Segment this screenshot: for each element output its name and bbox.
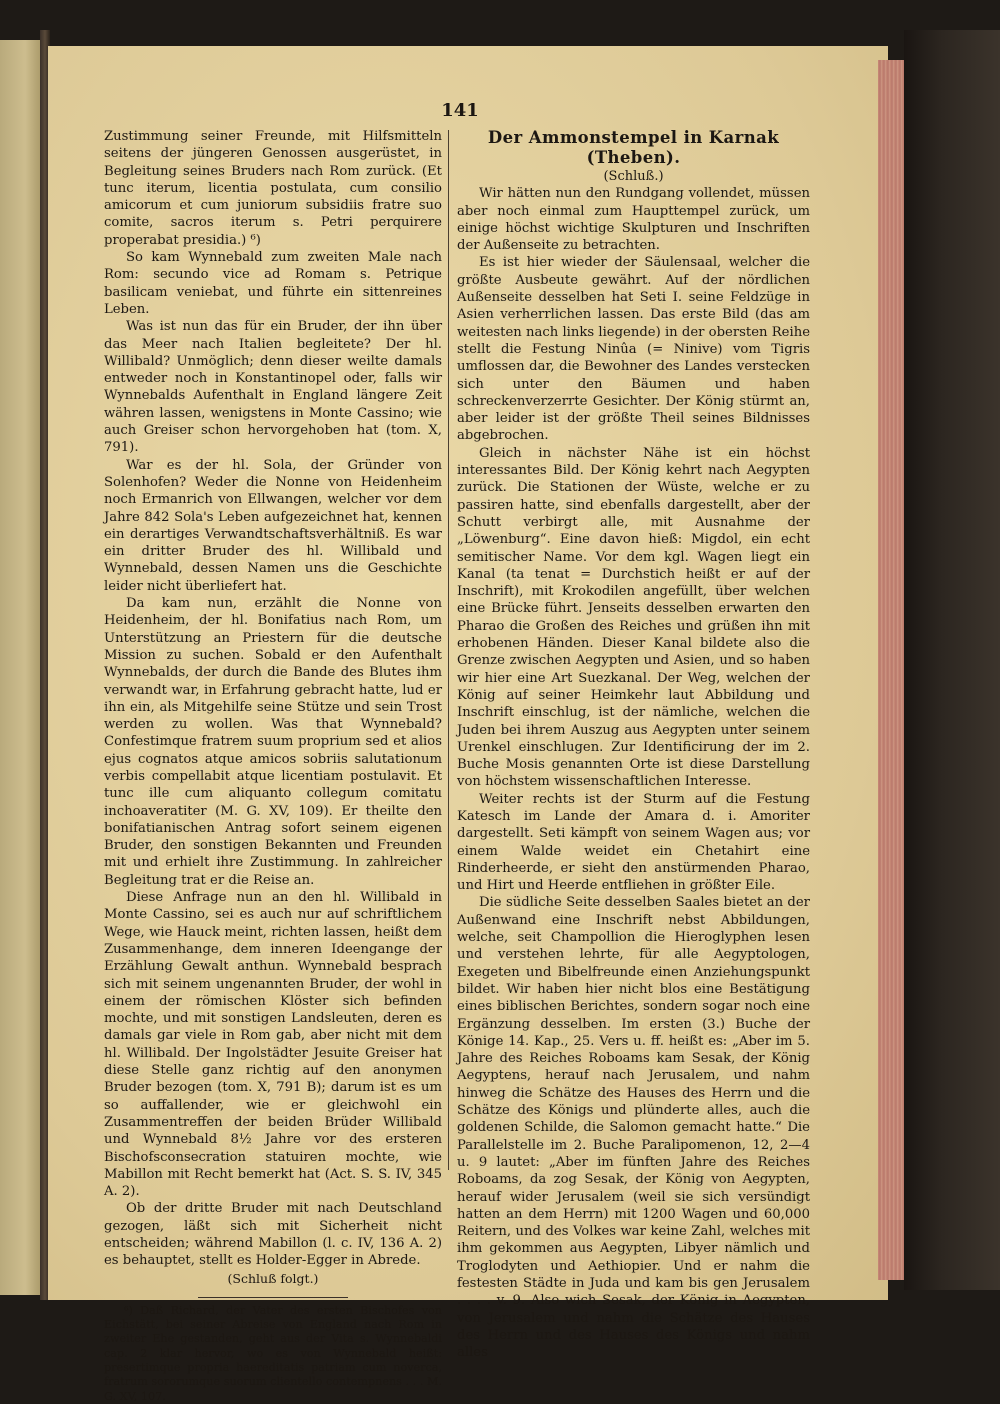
left-paragraph-7: Ob der dritte Bruder mit nach Deutschland gezogen, läßt sich mit Sicherheit nicht entscheiden; während Mabillon (l. c. IV, 136 A. 2) es behauptet, stellt es Holder-Egger in Abrede. [104,1201,442,1269]
left-paragraph-1: Zustimmung seiner Freunde, mit Hilfsmitteln seitens der jüngeren Genossen ausgerüstet, in Begleitung seines Bruders nach Rom zurück. (Et tunc iterum, licentia postulata, cum consilio amicorum et cum juniorum subsidiis fratre suo comite, sacros iterum s. Petri perquirere properabat presidia.) ⁶) [104,129,442,248]
left-paragraph-4: War es der hl. Sola, der Gründer von Solenhofen? Weder die Nonne von Heidenheim noch Ermanrich von Ellwangen, welcher vor dem Jahre 842 Sola's Leben aufgezeichnet hat, kennen ein derartiges Verwandtschaftsverhältniß. Es war ein dritter Bruder des hl. Willibald und Wynnebald, dessen Namen uns die Geschichte leider nicht überliefert hat. [104,457,442,594]
right-column [457,128,810,1361]
left-column [104,128,442,1404]
column-divider [448,130,449,1170]
page-number: 141 [441,100,479,121]
left-paragraph-6: Diese Anfrage nun an den hl. Willibald in Monte Cassino, sei es auch nur auf schriftlichem Wege, wie Hauck meint, richten lassen, heißt dem Zusammenhange, dem inneren Ideengange der Erzählung Gewalt anthun. Wynnebald besprach sich mit seinem ungenannten Bruder, der wohl in einem der römischen Klöster sich befinden mochte, und mit sonstigen Landsleuten, deren es damals gar viele in Rom gab, aber nicht mit dem hl. Willibald. Der Ingolstädter Jesuite Greiser hat diese Stelle ganz richtig auf den anonymen Bruder bezogen (tom. X, 791 B); darum ist es um so auffallender, wie er gleichwohl ein Zusammentreffen der beiden Brüder Willibald und Wynnebald 8½ Jahre vor des ersteren Bischofsconsecration statuiren mochte, wie Mabillon mit Recht bemerkt hat (Act. S. S. IV, 345 A. 2). [104,890,442,1200]
article-title: Der Ammonstempel in Karnak (Theben). [487,128,780,167]
footnote-text: ⁶) Daß Richard, der Vater des ersten Bischofes von Eichstätt, bei seiner Abreise von England nach Rom in zweiter Ehe gestanden, geht aus der Vita s. Wynnebaldi cap. 2 klar hervor, wo es von Wynnebald heißt: presertimque propria haereditatis patriam cum noverca, fratrum sororumque suorum clientello contempnens . . . M. G. XV, 107. [104,1303,442,1403]
article-subtitle: (Schluß.) [603,169,664,184]
right-paragraph-5: Die südliche Seite desselben Saales bietet an der Außenwand eine Inschrift nebst Abbildungen, welche, seit Champollion die Hieroglyphen lesen und verstehen lehrte, für alle Aegyptologen, Exegeten und Bibelfreunde einen Anziehungspunkt bildet. Wir haben hier nicht blos eine Bestätigung eines biblischen Berichtes, sondern sogar noch eine Ergänzung desselben. Im ersten (3.) Buche der Könige 14. Kap., 25. Vers u. ff. heißt es: „Aber im 5. Jahre des Reiches Roboams kam Sesak, der König Aegyptens, herauf nach Jerusalem, und nahm hinweg die Schätze des Hauses des Herrn und die Schätze des Königs und plünderte alles, auch die goldenen Schilde, die Salomon gemacht hatte.“ Die Parallelstelle im 2. Buche Paralipomenon, 12, 2—4 u. 9 lautet: „Aber im fünften Jahre des Reiches Roboams, da zog Sesak, der König von Aegypten, herauf wider Jerusalem (weil sie sich versündigt hatten an dem Herrn) mit 1200 Wagen und 60,000 Reitern, und des Volkes war keine Zahl, welches mit ihm gekommen aus Aegypten, Libyer nämlich und Troglodyten und Aethiopier. Und er nahm die festesten Städte in Juda und kam bis gen Jerusalem . . . . v. 9. Also wich Sesak, der König in Aegypten, von Jerusalem und nahm die Schätze des Hauses des Herrn und des Hauses des Königs und nahm alles [457,895,810,1361]
left-paragraph-3: Was ist nun das für ein Bruder, der ihn über das Meer nach Italien begleitete? Der hl. Willibald? Unmöglich; denn dieser weilte damals entweder noch in Konstantinopel oder, falls wir Wynnebalds Aufenthalt in England längere Zeit währen lassen, wenigstens in Monte Cassino; wie auch Greiser schon hervorgehoben hat (tom. X, 791). [104,319,442,456]
right-paragraph-1: Wir hätten nun den Rundgang vollendet, müssen aber noch einmal zum Haupttempel zurück, um einige höchst wichtige Skulpturen und Inschriften der Außenseite zu betrachten. [457,186,810,254]
right-paragraph-4: Weiter rechts ist der Sturm auf die Festung Katesch im Lande der Amara d. i. Amoriter dargestellt. Seti kämpft von seinem Wagen aus; vor einem Walde weidet ein Chetahirt eine Rinderheerde, er sieht den anstürmenden Pharao, und Hirt und Heerde entfliehen in größter Eile. [457,791,810,894]
footnote-divider [198,1297,348,1298]
book-cover [904,30,1000,1290]
previous-page-edge [0,40,42,1295]
right-paragraph-2: Es ist hier wieder der Säulensaal, welcher die größte Ausbeute gewährt. Auf der nördlichen Außenseite desselben hat Seti I. seine Feldzüge in Asien verherrlichen lassen. Das erste Bild (das am weitesten nach links liegende) in der obersten Reihe stellt die Festung Ninûa (= Ninive) vom Tigris umflossen dar, die Bewohner des Landes verstecken sich unter den Bäumen und haben schreckenverzerrte Gesichter. Der König stürmt an, aber leider ist der größte Theil seines Bildnisses abgebrochen. [457,255,810,444]
continued-note: (Schluß folgt.) [227,1270,319,1286]
left-paragraph-5: Da kam nun, erzählt die Nonne von Heidenheim, der hl. Bonifatius nach Rom, um Unterstützung an Priestern für die deutsche Mission zu suchen. Sobald er den Aufenthalt Wynnebalds, der durch die Bande des Blutes ihm verwandt war, in Erfahrung gebracht hatte, lud er ihn ein, als Mitgehilfe seine Stütze und sein Trost werden zu wollen. Was that Wynnebald? Confestimque fratrem suum proprium sed et alios ejus cognatos atque amicos sobriis salutationum verbis compellabit atque licentiam postulavit. Et tunc ille cum aliquanto collegum comitatu inchoaveratiter (M. G. XV, 109). Er theilte den bonifatianischen Antrag sofort seinem eigenen Bruder, den sonstigen Bekannten und Freunden mit und erhielt ihre Zustimmung. In zahlreicher Begleitung trat er die Reise an. [104,596,442,888]
footnote [104,1304,442,1404]
page-stack-edge [878,60,904,1280]
right-paragraph-3: Gleich in nächster Nähe ist ein höchst interessantes Bild. Der König kehrt nach Aegypten zurück. Die Stationen der Wüste, welche er zu passiren hatte, sind ebenfalls dargestellt, aber der Schutt verbirgt alle, mit Ausnahme der „Löwenburg“. Eine davon hieß: Migdol, ein echt semitischer Name. Vor dem kgl. Wagen liegt ein Kanal (ta tenat = Durchstich heißt er auf der Inschrift), mit Krokodilen angefüllt, über welchen eine Brücke führt. Jenseits desselben erwarten den Pharao die Großen des Reiches und grüßen ihn mit erhobenen Händen. Dieser Kanal bildete also die Grenze zwischen Aegypten und Asien, und so haben wir hier eine Art Suezkanal. Der Weg, welchen der König auf seiner Heimkehr laut Abbildung und Inschrift einschlug, ist der nämliche, welchen die Juden bei ihrem Auszug aus Aegypten unter seinem Urenkel einschlugen. Zur Identificirung der im 2. Buche Mosis genannten Orte ist diese Darstellung von höchstem wissenschaftlichen Interesse. [457,445,810,790]
left-paragraph-2: So kam Wynnebald zum zweiten Male nach Rom: secundo vice ad Romam s. Petrique basilicam veniebat, und führte ein sittenreines Leben. [104,250,442,317]
